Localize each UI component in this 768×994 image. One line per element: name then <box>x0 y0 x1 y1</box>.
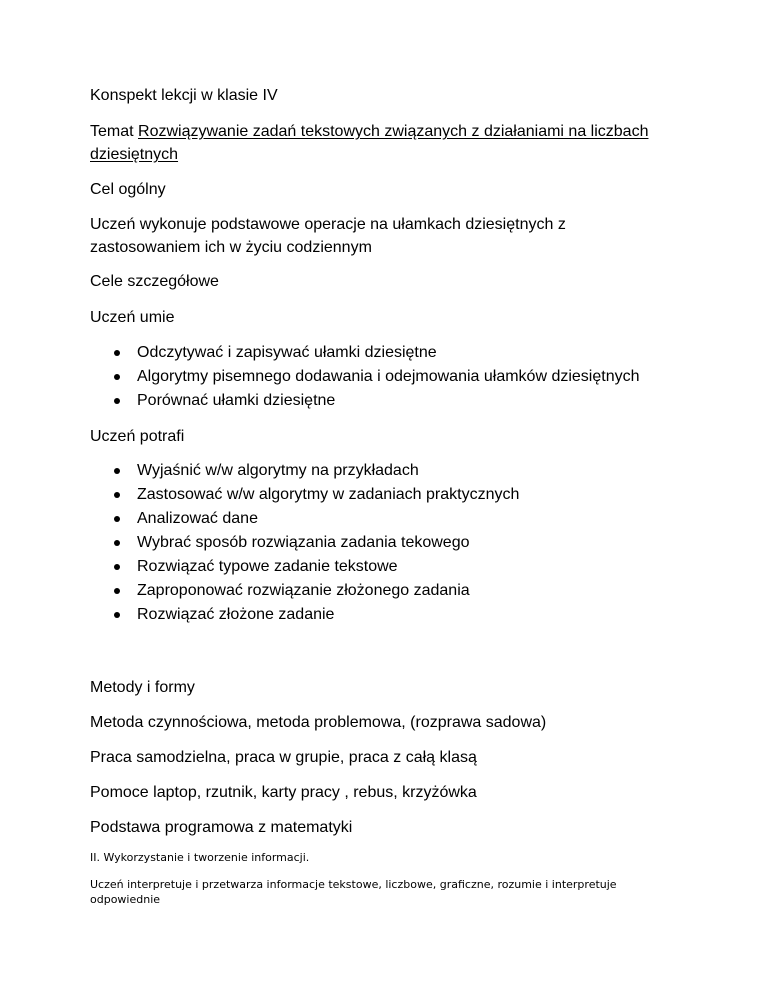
general-goal-heading: Cel ogólny <box>90 181 166 198</box>
can-list <box>90 459 519 627</box>
specific-goals-heading: Cele szczegółowe <box>90 273 219 290</box>
list-item: Algorytmy pisemnego dodawania i odejmowania ułamków dziesiętnych <box>90 365 639 389</box>
bullet-icon <box>114 350 120 356</box>
aids-text: Pomoce laptop, rzutnik, karty pracy , rebus, krzyżówka <box>90 784 477 801</box>
list-item: Analizować dane <box>90 507 519 531</box>
methods-text: Metoda czynnościowa, metoda problemowa, (rozprawa sadowa) <box>90 714 547 731</box>
knows-heading: Uczeń umie <box>90 309 175 326</box>
bullet-icon <box>114 564 120 570</box>
bullet-icon <box>114 516 120 522</box>
curriculum-heading: Podstawa programowa z matematyki <box>90 819 353 836</box>
bullet-icon <box>114 468 120 474</box>
general-goal-text: Uczeń wykonuje podstawowe operacje na ułamkach dziesiętnych z zastosowaniem ich w życiu codziennym <box>90 216 566 256</box>
list-item: Odczytywać i zapisywać ułamki dziesiętne <box>90 341 639 365</box>
can-heading: Uczeń potrafi <box>90 428 185 445</box>
bullet-icon <box>114 492 120 498</box>
forms-text: Praca samodzielna, praca w grupie, praca z całą klasą <box>90 749 477 766</box>
list-item: Wybrać sposób rozwiązania zadania tekowego <box>90 531 519 555</box>
bullet-icon <box>114 398 120 404</box>
curriculum-text: Uczeń interpretuje i przetwarza informacje tekstowe, liczbowe, graficzne, rozumie i interpretuje odpowiednie <box>90 878 617 906</box>
bullet-icon <box>114 374 120 380</box>
bullet-icon <box>114 588 120 594</box>
bullet-icon <box>114 612 120 618</box>
list-item: Porównać ułamki dziesiętne <box>90 389 639 413</box>
list-item: Zaproponować rozwiązanie złożonego zadania <box>90 579 519 603</box>
topic-label: Temat <box>90 123 139 140</box>
topic-text: Rozwiązywanie zadań tekstowych związanych z działaniami na liczbach dziesiętnych <box>90 123 649 163</box>
list-item: Rozwiązać typowe zadanie tekstowe <box>90 555 519 579</box>
document-heading: Konspekt lekcji w klasie IV <box>90 87 278 104</box>
list-item: Zastosować w/w algorytmy w zadaniach praktycznych <box>90 483 519 507</box>
topic-line <box>90 120 680 166</box>
bullet-icon <box>114 540 120 546</box>
knows-list <box>90 341 639 413</box>
methods-heading: Metody i formy <box>90 679 195 696</box>
list-item: Wyjaśnić w/w algorytmy na przykładach <box>90 459 519 483</box>
curriculum-section: II. Wykorzystanie i tworzenie informacji. <box>90 851 310 864</box>
list-item: Rozwiązać złożone zadanie <box>90 603 519 627</box>
